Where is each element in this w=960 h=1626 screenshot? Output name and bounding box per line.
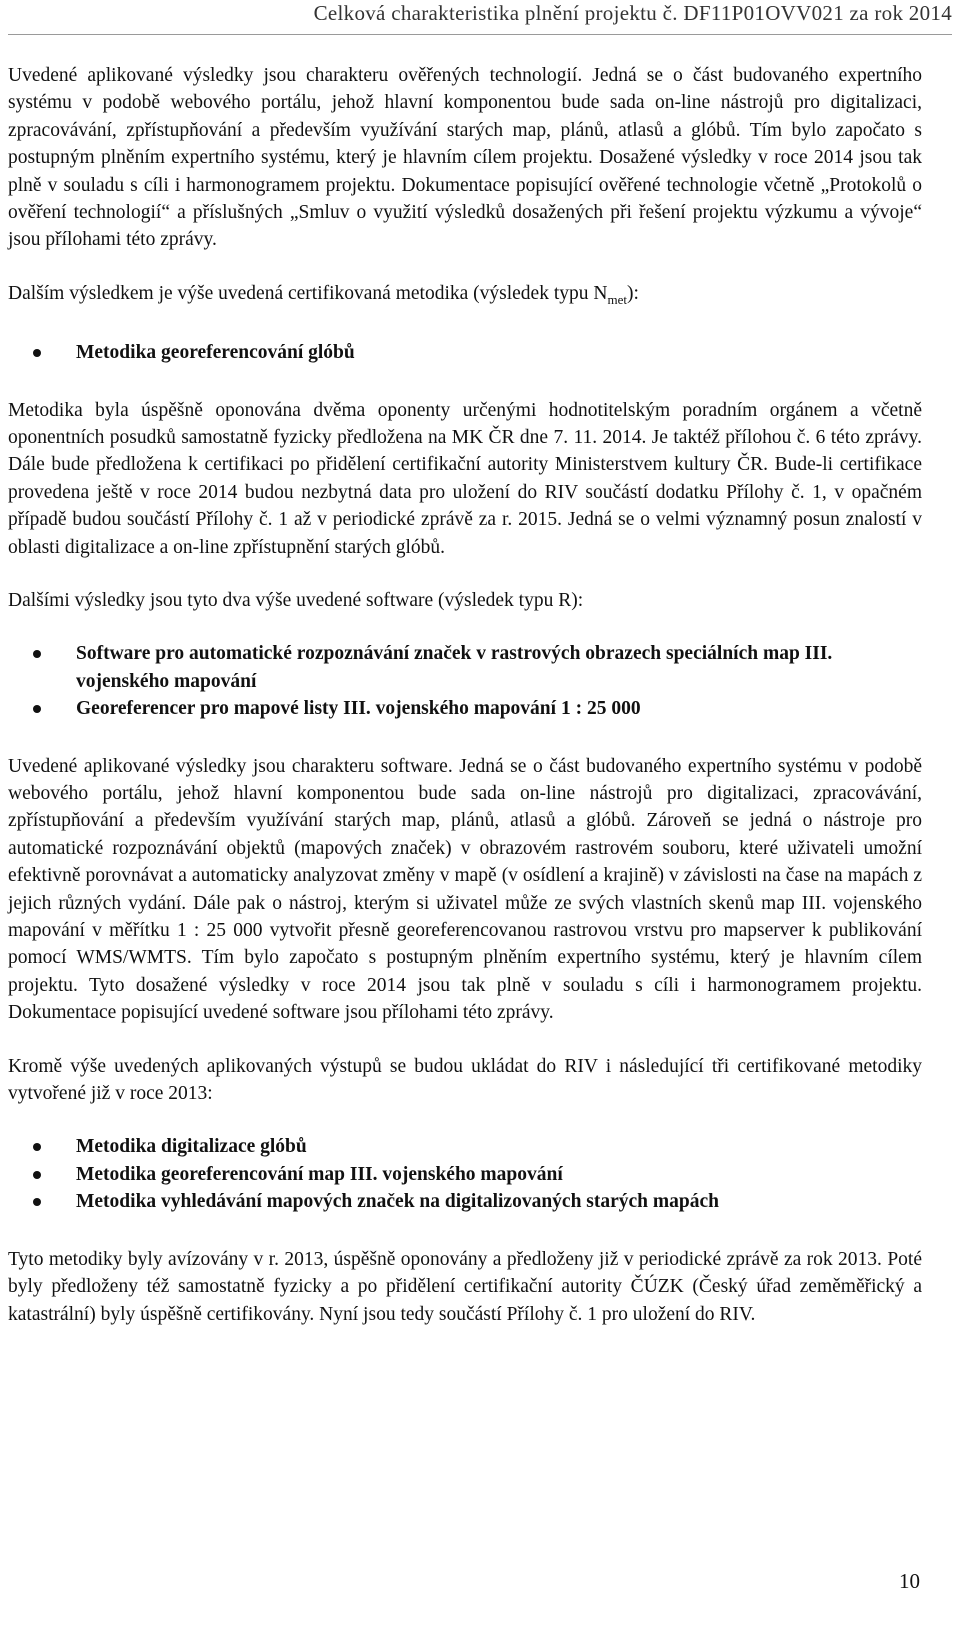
- paragraph-certification-status: Tyto metodiky byly avízovány v r. 2013, úspěšně oponovány a předloženy již v periodické zprávě za rok 2013. Poté byly předloženy též samostatně fyzicky a po přidělení certifikační autority ČÚZK (Český úřad zeměměřický a katastrální) byly úspěšně certifikovány. Nyní jsou tedy součástí Přílohy č. 1 pro uložení do RIV.: [8, 1248, 922, 1325]
- header-divider: [8, 34, 952, 35]
- paragraph-software-description: Uvedené aplikované výsledky jsou charakteru software. Jedná se o část budovaného expertního systému v podobě webového portálu, jehož hlavní komponentou bude sada on-line nástrojů pro digitalizaci, zpracovávání, zpřístupňování a především využívání starých map, plánů, atlasů a glóbů. Zároveň se jedná o nástroje pro automatické rozpoznávání objektů (mapových značek) v obrazovém rastrovém souboru, které uživateli umožní efektivně porovnávat a automaticky analyzovat změny v mapě (v osídlení a krajině) v závislosti na čase na mapách z jejich různých vydání. Dále pak o nástroj, kterým si uživatel může ze svých vlastních skenů map III. vojenského mapování v měřítku 1 : 25 000 vytvořit přesně georeferencovanou rastrovou vrstvu pro mapserver k publikování pomocí WMS/WMTS. Tím bylo započato s postupným plněním expertního systému, který je hlavním cílem projektu. Tyto dosažené výsledky v roce 2014 jsou tak plně v souladu s cíli i harmonogramem projektu. Dokumentace popisující uvedené software jsou přílohami této zprávy.: [8, 755, 922, 1024]
- methodology-list: [8, 339, 922, 366]
- certified-methodologies-list: [8, 1133, 922, 1215]
- paragraph-software-intro: Dalšími výsledky jsou tyto dva výše uvedené software (výsledek typu R):: [8, 589, 584, 611]
- paragraph-certified-intro: Kromě výše uvedených aplikovaných výstupů se budou ukládat do RIV i následující tři certifikované metodiky vytvořené již v roce 2013:: [8, 1055, 922, 1105]
- list-item: Georeferencer pro mapové listy III. vojenského mapování 1 : 25 000: [8, 695, 922, 722]
- methodology-intro-text: Dalším výsledkem je výše uvedená certifikovaná metodika (výsledek typu N: [8, 282, 608, 304]
- list-item: Metodika georeferencování map III. vojenského mapování: [8, 1161, 922, 1188]
- list-item: Metodika georeferencování glóbů: [8, 339, 922, 366]
- result-type-subscript: met: [607, 291, 627, 307]
- document-body: [8, 62, 922, 1354]
- list-item: Metodika vyhledávání mapových značek na digitalizovaných starých mapách: [8, 1188, 922, 1215]
- paragraph-technologies: Uvedené aplikované výsledky jsou charakteru ověřených technologií. Jedná se o část budovaného expertního systému v podobě webového portálu, jehož hlavní komponentou bude sada on-line nástrojů pro digitalizaci, zpracovávání, zpřístupňování a především využívání starých map, plánů, atlasů a glóbů. Tím bylo započato s postupným plněním expertního systému, který je hlavním cílem projektu. Dosažené výsledky v roce 2014 jsou tak plně v souladu s cíli i harmonogramem projektu. Dokumentace popisující ověřené technologie včetně „Protokolů o ověření technologií“ a příslušných „Smluv o využití výsledků dosažených při řešení projektu výzkumu a vývoje“ jsou přílohami této zprávy.: [8, 65, 922, 251]
- list-item: Software pro automatické rozpoznávání značek v rastrových obrazech speciálních map III. vojenského mapování: [8, 640, 922, 695]
- list-item: Metodika digitalizace glóbů: [8, 1133, 922, 1160]
- software-list: [8, 640, 922, 722]
- paragraph-methodology-review: Metodika byla úspěšně oponována dvěma oponenty určenými hodnotitelským poradním orgánem a včetně oponentních posudků samostatně fyzicky předložena na MK ČR dne 7. 11. 2014. Je taktéž přílohou č. 6 této zprávy. Dále bude předložena k certifikaci po přidělení certifikační autority Ministerstvem kultury ČR. Bude-li certifikace provedena ještě v roce 2014 budou nezbytná data pro uložení do RIV součástí dodatku Přílohy č. 1, v opačném případě budou součástí Přílohy č. 1 až v periodické zprávě za r. 2015. Jedná se o velmi významný posun znalostí v oblasti digitalizace a on-line zpřístupnění starých glóbů.: [8, 399, 922, 558]
- methodology-intro-end: ):: [626, 282, 639, 304]
- running-header: Celková charakteristika plnění projektu č. DF11P01OVV021 za rok 2014: [313, 1, 952, 25]
- paragraph-methodology-intro: [8, 280, 922, 313]
- page-number: 10: [899, 1569, 920, 1593]
